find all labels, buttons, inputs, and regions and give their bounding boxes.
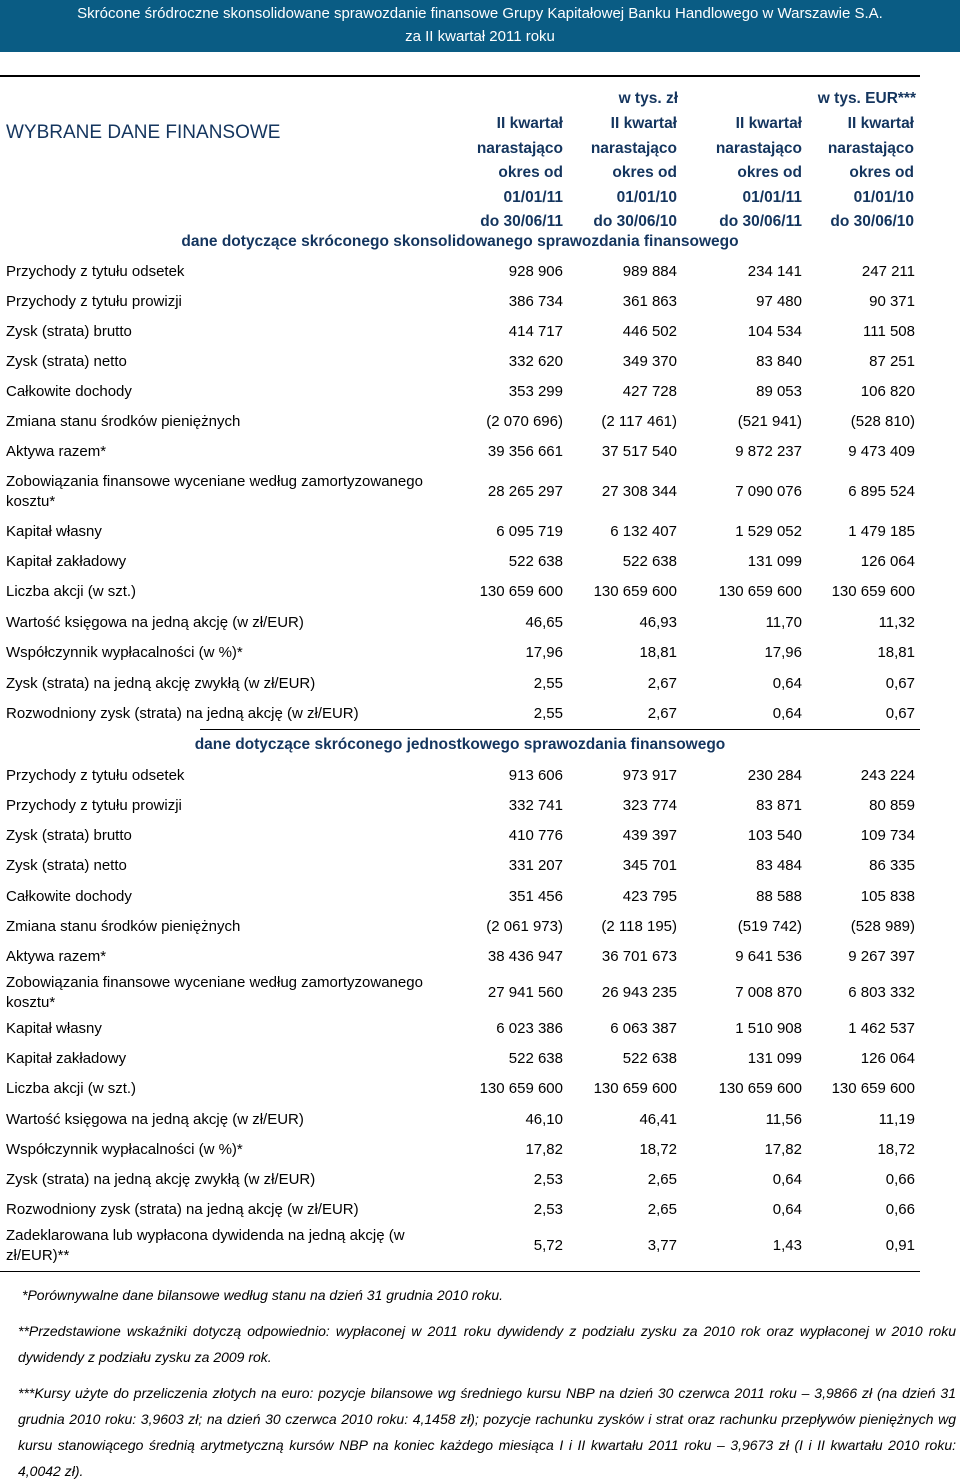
row-value: (2 118 195) — [601, 918, 677, 935]
row-value: 3,77 — [647, 1237, 677, 1254]
row-value: 414 717 — [508, 323, 563, 340]
row-value: 6 023 386 — [496, 1020, 563, 1037]
row-value: 1,43 — [772, 1237, 802, 1254]
row-value: 126 064 — [860, 1050, 915, 1067]
row-value: 130 659 600 — [593, 583, 677, 600]
row-value: 2,67 — [647, 705, 677, 722]
row-label: Przychody z tytułu odsetek — [6, 767, 185, 784]
row-value: 106 820 — [860, 383, 915, 400]
unit-pln-label: w tys. zł — [618, 90, 678, 107]
row-value: 86 335 — [869, 857, 915, 874]
row-value: 104 534 — [747, 323, 802, 340]
row-value: 0,67 — [885, 675, 915, 692]
row-label: Wartość księgowa na jedną akcję (w zł/EUR) — [6, 1111, 304, 1128]
row-value: 97 480 — [756, 293, 802, 310]
row-label: Zobowiązania finansowe wyceniane według zamortyzowanego kosztu* — [6, 974, 423, 1011]
row-value: 90 371 — [869, 293, 915, 310]
row-value: 18,72 — [877, 1141, 915, 1158]
row-value: (2 117 461) — [601, 413, 677, 430]
row-value: 2,53 — [533, 1201, 563, 1218]
row-value: 410 776 — [508, 827, 563, 844]
section-consolidated-title: dane dotyczące skróconego skonsolidowanego sprawozdania finansowego — [181, 233, 739, 250]
row-value: 27 941 560 — [487, 984, 563, 1001]
row-value: 6 095 719 — [496, 523, 563, 540]
row-value: (528 989) — [850, 918, 915, 935]
row-value: 130 659 600 — [479, 1080, 563, 1097]
row-value: (528 810) — [850, 413, 915, 430]
table-title: WYBRANE DANE FINANSOWE — [6, 122, 281, 143]
row-value: 109 734 — [860, 827, 915, 844]
row-value: 18,81 — [639, 644, 677, 661]
footnote-exchange-rates: ***Kursy użyte do przeliczenia złotych na euro: pozycje bilansowe wg średniego kursu NBP na dzień 30 czerwca 2011 roku – 3,9866 zł (na dzień 31 grudnia 2010 roku: 3,9603 zł; na dzień 30 czerwca 2010 roku: 4,1458 zł); pozycje rachunku zysków i strat oraz rachunku przepływów pieniężnych wg kursu stanowiącego średnią arytmetyczną kursów NBP na koniec każdego miesiąca I i II kwartału 2011 roku – 3,9673 zł (I i II kwartału 2010 roku: 4,0042 zł). — [18, 1385, 956, 1479]
row-value: 522 638 — [508, 553, 563, 570]
footnote-comparable-data: *Porównywalne dane bilansowe według stanu na dzień 31 grudnia 2010 roku. — [22, 1287, 503, 1303]
row-label: Liczba akcji (w szt.) — [6, 583, 137, 600]
row-value: 439 397 — [622, 827, 677, 844]
row-value: 349 370 — [622, 353, 677, 370]
row-value: 1 479 185 — [848, 523, 915, 540]
row-value: (2 070 696) — [486, 413, 563, 430]
column-header-line: II kwartał — [847, 115, 914, 132]
row-value: 1 529 052 — [735, 523, 802, 540]
row-label: Kapitał zakładowy — [6, 553, 127, 570]
row-value: 522 638 — [508, 1050, 563, 1067]
column-header-line: II kwartał — [735, 115, 802, 132]
row-value: 913 606 — [508, 767, 563, 784]
row-value: 26 943 235 — [601, 984, 677, 1001]
row-label: Współczynnik wypłacalności (w %)* — [6, 1141, 243, 1158]
column-header-line: okres od — [849, 164, 914, 181]
row-label: Całkowite dochody — [6, 383, 132, 400]
table-bottom-rule — [0, 1271, 920, 1272]
row-value: 973 917 — [622, 767, 677, 784]
row-value: 6 063 387 — [610, 1020, 677, 1037]
row-value: 0,64 — [772, 675, 802, 692]
row-label: Zysk (strata) brutto — [6, 323, 132, 340]
row-value: 111 508 — [863, 323, 915, 340]
row-value: 130 659 600 — [718, 1080, 802, 1097]
row-value: 522 638 — [622, 553, 677, 570]
row-label: Współczynnik wypłacalności (w %)* — [6, 644, 243, 661]
row-value: 0,64 — [772, 705, 802, 722]
document-title: Skrócone śródroczne skonsolidowane sprawozdanie finansowe Grupy Kapitałowej Banku Handlowego w Warszawie S.A. — [77, 5, 883, 22]
row-value: 46,41 — [639, 1111, 677, 1128]
row-value: 83 871 — [756, 797, 802, 814]
row-label: Aktywa razem* — [6, 443, 107, 460]
row-value: 446 502 — [622, 323, 677, 340]
row-value: 0,67 — [885, 705, 915, 722]
row-value: 247 211 — [861, 263, 915, 280]
column-header-line: okres od — [612, 164, 677, 181]
row-value: 17,96 — [525, 644, 563, 661]
column-header-line: do 30/06/11 — [719, 213, 802, 230]
row-value: 39 356 661 — [487, 443, 563, 460]
row-label: Zysk (strata) na jedną akcję zwykłą (w zł/EUR) — [6, 1171, 316, 1188]
row-value: 243 224 — [860, 767, 915, 784]
row-value: 130 659 600 — [831, 1080, 915, 1097]
column-header-line: narastająco — [476, 139, 563, 157]
row-value: 2,55 — [533, 675, 563, 692]
row-label: Zmiana stanu środków pieniężnych — [6, 413, 241, 430]
row-value: 5,72 — [533, 1237, 563, 1254]
row-value: 0,91 — [885, 1237, 915, 1254]
row-value: 130 659 600 — [593, 1080, 677, 1097]
column-header-line: narastająco — [827, 139, 914, 157]
row-value: 105 838 — [860, 888, 915, 905]
row-label: Przychody z tytułu prowizji — [6, 797, 182, 814]
document-period: za II kwartał 2011 roku — [405, 28, 555, 45]
row-value: 28 265 297 — [487, 483, 563, 500]
row-value: 17,82 — [764, 1141, 802, 1158]
row-value: 7 090 076 — [735, 483, 802, 500]
column-header-line: okres od — [737, 164, 802, 181]
row-value: 0,64 — [772, 1201, 802, 1218]
column-header-line: do 30/06/11 — [480, 213, 563, 230]
row-value: 38 436 947 — [487, 948, 563, 965]
row-value: 6 803 332 — [848, 984, 915, 1001]
row-value: 7 008 870 — [735, 984, 802, 1001]
row-label: Kapitał zakładowy — [6, 1050, 127, 1067]
row-value: 1 510 908 — [735, 1020, 802, 1037]
column-header-line: narastająco — [715, 139, 802, 157]
row-value: 9 872 237 — [735, 443, 802, 460]
section-standalone-title: dane dotyczące skróconego jednostkowego sprawozdania finansowego — [194, 736, 726, 753]
column-header-line: 01/01/10 — [616, 188, 677, 206]
row-value: 386 734 — [508, 293, 563, 310]
column-header-line: narastająco — [590, 139, 677, 157]
column-header-2 — [537, 112, 677, 235]
row-value: 332 620 — [508, 353, 563, 370]
row-value: (521 941) — [737, 413, 802, 430]
row-value: 345 701 — [622, 857, 677, 874]
row-label: Zadeklarowana lub wypłacona dywidenda na jedną akcję (w zł/EUR)** — [6, 1227, 405, 1264]
column-header-line: do 30/06/10 — [830, 213, 914, 230]
row-label: Kapitał własny — [6, 1020, 102, 1037]
row-value: 130 659 600 — [718, 583, 802, 600]
row-value: 989 884 — [622, 263, 677, 280]
row-value: 522 638 — [622, 1050, 677, 1067]
row-value: 46,93 — [639, 614, 677, 631]
row-value: 9 473 409 — [848, 443, 915, 460]
row-value: 130 659 600 — [479, 583, 563, 600]
column-header-4 — [774, 112, 914, 235]
row-label: Zmiana stanu środków pieniężnych — [6, 918, 241, 935]
row-value: 130 659 600 — [831, 583, 915, 600]
document-header-band — [0, 0, 960, 52]
row-label: Przychody z tytułu odsetek — [6, 263, 185, 280]
row-value: 131 099 — [747, 553, 802, 570]
row-label: Aktywa razem* — [6, 948, 107, 965]
row-value: 331 207 — [508, 857, 563, 874]
row-value: 2,55 — [533, 705, 563, 722]
column-header-line: II kwartał — [496, 115, 563, 132]
row-label: Kapitał własny — [6, 523, 102, 540]
row-value: 27 308 344 — [601, 483, 677, 500]
row-value: 88 588 — [756, 888, 802, 905]
row-label: Zysk (strata) brutto — [6, 827, 132, 844]
footnote-dividend: **Przedstawione wskaźniki dotyczą odpowiednio: wypłaconej w 2011 roku dywidendy z podziału zysku za 2010 rok oraz wypłaconej w 2010 roku dywidendy z podziału zysku za 2009 rok. — [18, 1323, 956, 1365]
row-label: Zysk (strata) netto — [6, 353, 127, 370]
column-header-line: 01/01/11 — [742, 188, 802, 206]
row-value: 17,82 — [525, 1141, 563, 1158]
row-value: 234 141 — [747, 263, 802, 280]
unit-eur-label: w tys. EUR*** — [817, 90, 916, 107]
row-value: 332 741 — [508, 797, 563, 814]
row-value: 103 540 — [747, 827, 802, 844]
row-value: 80 859 — [869, 797, 915, 814]
row-value: 0,64 — [772, 1171, 802, 1188]
row-label: Liczba akcji (w szt.) — [6, 1080, 137, 1097]
header-rule — [0, 75, 920, 77]
row-value: 928 906 — [508, 263, 563, 280]
row-value: 11,19 — [878, 1111, 915, 1128]
row-value: 9 267 397 — [848, 948, 915, 965]
row-value: 0,66 — [885, 1201, 915, 1218]
row-label: Całkowite dochody — [6, 888, 132, 905]
row-value: 83 840 — [756, 353, 802, 370]
row-label: Wartość księgowa na jedną akcję (w zł/EUR) — [6, 614, 304, 631]
row-label: Zobowiązania finansowe wyceniane według zamortyzowanego kosztu* — [6, 473, 423, 510]
row-value: 351 456 — [508, 888, 563, 905]
row-value: 353 299 — [508, 383, 563, 400]
column-header-line: 01/01/11 — [503, 188, 563, 206]
row-value: 427 728 — [622, 383, 677, 400]
row-value: 126 064 — [860, 553, 915, 570]
row-value: 9 641 536 — [735, 948, 802, 965]
row-value: 17,96 — [764, 644, 802, 661]
row-value: 89 053 — [756, 383, 802, 400]
row-value: 11,70 — [765, 614, 802, 631]
row-value: 87 251 — [869, 353, 915, 370]
row-value: 2,67 — [647, 675, 677, 692]
row-value: (519 742) — [737, 918, 802, 935]
row-value: 1 462 537 — [848, 1020, 915, 1037]
row-value: 0,66 — [885, 1171, 915, 1188]
row-value: 18,81 — [877, 644, 915, 661]
row-value: (2 061 973) — [486, 918, 563, 935]
section-divider — [200, 729, 920, 730]
row-value: 423 795 — [622, 888, 677, 905]
column-header-line: okres od — [498, 164, 563, 181]
row-value: 2,65 — [647, 1171, 677, 1188]
row-value: 131 099 — [747, 1050, 802, 1067]
row-value: 6 132 407 — [610, 523, 677, 540]
row-label: Rozwodniony zysk (strata) na jedną akcję (w zł/EUR) — [6, 1201, 359, 1218]
row-value: 18,72 — [639, 1141, 677, 1158]
row-value: 11,56 — [765, 1111, 802, 1128]
row-value: 2,53 — [533, 1171, 563, 1188]
row-value: 37 517 540 — [601, 443, 677, 460]
row-value: 83 484 — [756, 857, 802, 874]
column-header-line: II kwartał — [610, 115, 677, 132]
row-label: Zysk (strata) netto — [6, 857, 127, 874]
column-header-line: do 30/06/10 — [593, 213, 677, 230]
column-header-line: 01/01/10 — [853, 188, 914, 206]
row-value: 323 774 — [622, 797, 677, 814]
row-value: 2,65 — [647, 1201, 677, 1218]
row-value: 46,10 — [525, 1111, 563, 1128]
row-value: 6 895 524 — [848, 483, 915, 500]
row-value: 11,32 — [878, 614, 915, 631]
row-label: Zysk (strata) na jedną akcję zwykłą (w zł/EUR) — [6, 675, 316, 692]
row-value: 230 284 — [747, 767, 802, 784]
row-label: Rozwodniony zysk (strata) na jedną akcję (w zł/EUR) — [6, 705, 359, 722]
row-value: 361 863 — [622, 293, 677, 310]
row-value: 36 701 673 — [601, 948, 677, 965]
row-value: 46,65 — [525, 614, 563, 631]
row-label: Przychody z tytułu prowizji — [6, 293, 182, 310]
